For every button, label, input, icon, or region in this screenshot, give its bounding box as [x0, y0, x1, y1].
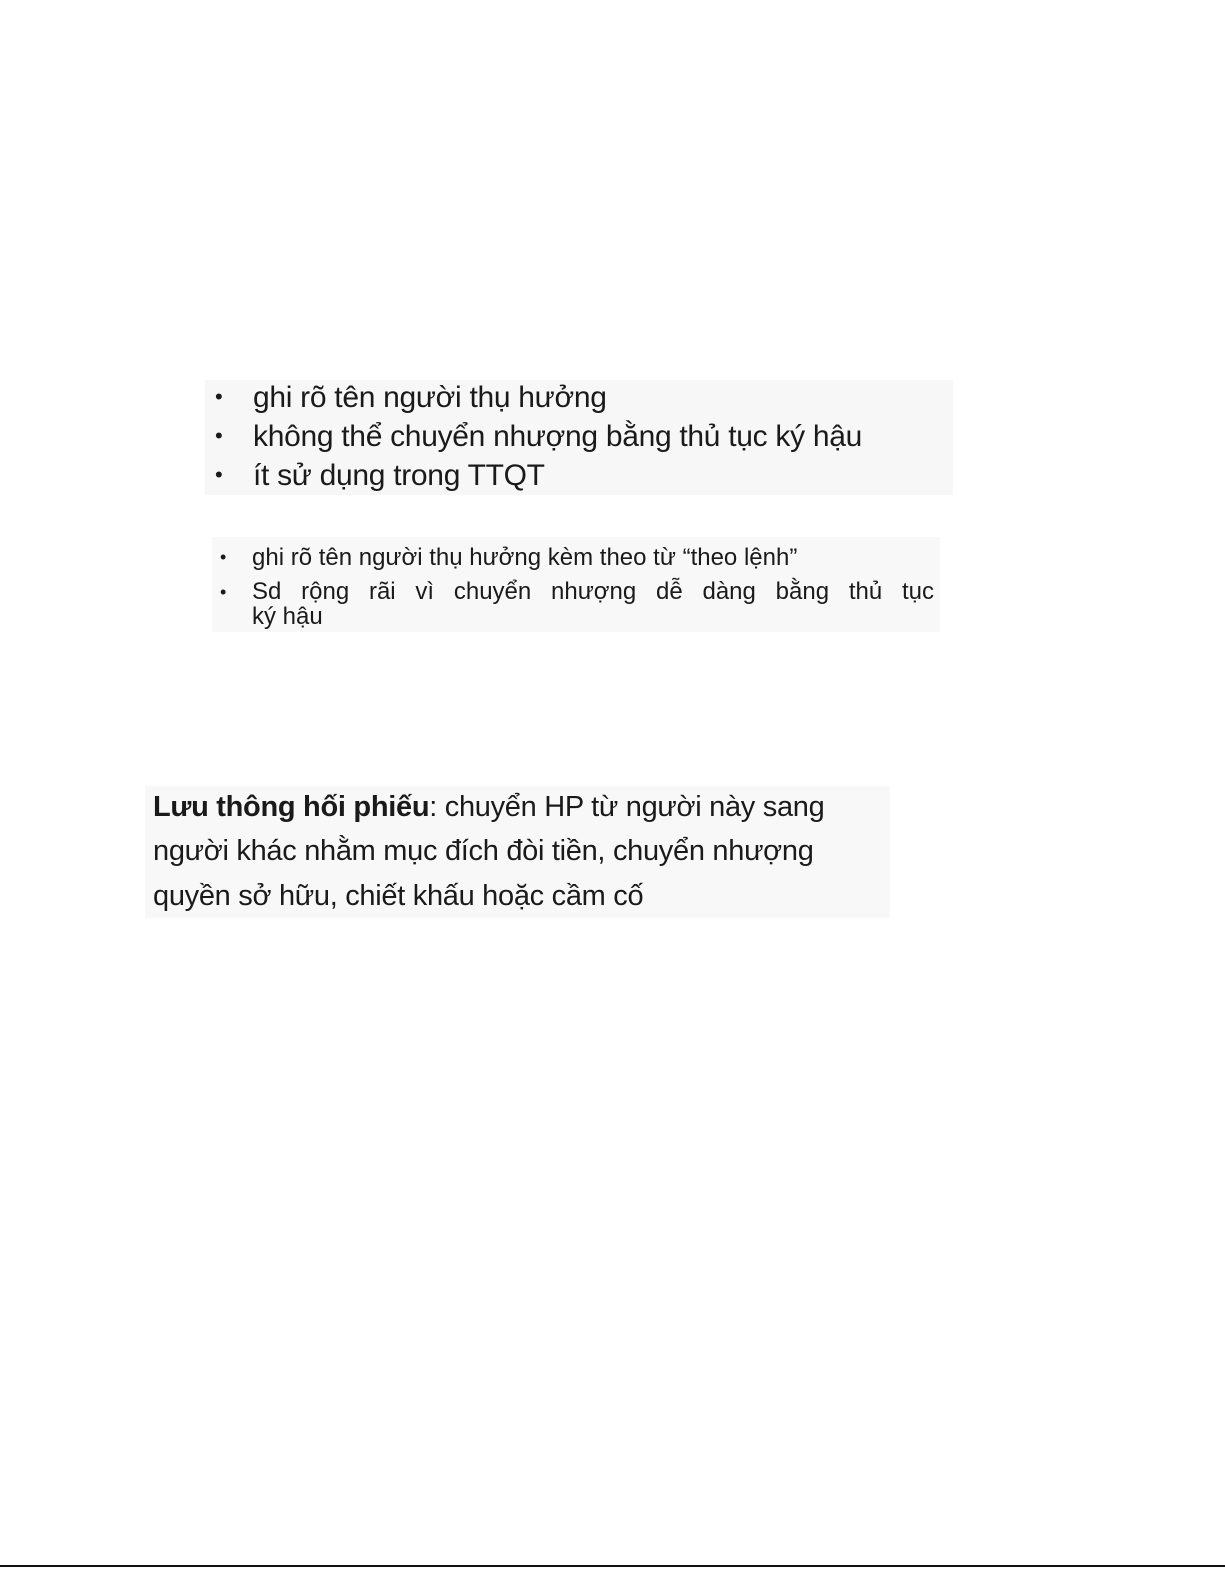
- list-item-text: không thể chuyển nhượng bằng thủ tục ký hậu: [253, 420, 862, 453]
- list-item: [215, 417, 862, 456]
- bullet-icon: •: [220, 547, 227, 567]
- list-item: [215, 456, 545, 495]
- bullet-list-2: [212, 537, 940, 632]
- bullet-icon: •: [215, 423, 223, 448]
- bullet-icon: •: [220, 582, 227, 602]
- paragraph-line: quyền sở hữu, chiết khấu hoặc cầm cố: [153, 880, 644, 912]
- paragraph-line: người khác nhằm mục đích đòi tiền, chuyển nhượng: [153, 835, 814, 867]
- bottom-rule: [0, 1565, 1225, 1567]
- bullet-icon: •: [215, 384, 223, 409]
- definition-text: : chuyển HP từ người này sang: [429, 791, 825, 823]
- defined-term: Lưu thông hối phiếu: [153, 791, 430, 823]
- bullet-icon: •: [215, 462, 223, 487]
- paragraph-line: [153, 789, 824, 825]
- list-item: [215, 378, 607, 417]
- list-item-continuation: ký hậu: [252, 603, 323, 630]
- list-item-text: ghi rõ tên người thụ hưởng: [253, 381, 607, 414]
- definition-paragraph: [145, 786, 890, 918]
- list-item-text: ít sử dụng trong TTQT: [253, 459, 545, 492]
- list-item: [220, 544, 797, 571]
- list-item-text: ghi rõ tên người thụ hưởng kèm theo từ “theo lệnh”: [252, 544, 798, 571]
- bullet-list-1: [205, 380, 953, 495]
- list-item: [220, 579, 935, 606]
- list-item-text: Sd rộng rãi vì chuyển nhượng dễ dàng bằng thủ tục: [252, 578, 934, 605]
